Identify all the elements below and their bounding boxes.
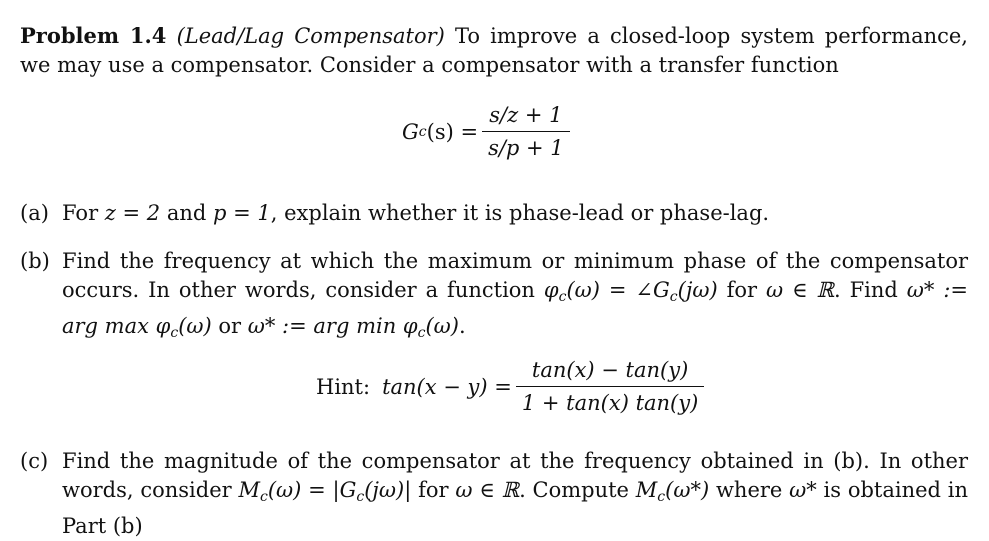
part-c-mc-sub: c: [657, 489, 666, 505]
problem-topic: (Lead/Lag Compensator): [176, 24, 445, 48]
part-b-wstar-max-arg: (ω): [178, 314, 212, 338]
part-a-text-1: For: [62, 201, 105, 225]
part-b-g-arg: (jω): [677, 278, 718, 302]
part-a-text-2: and: [160, 201, 213, 225]
problem-number: Problem 1.4: [20, 23, 167, 48]
part-c-w: ω*: [789, 478, 817, 502]
part-c-label: (c): [20, 449, 49, 473]
part-c-text-5: is obtained in Part (b): [62, 478, 969, 538]
part-b-text-2: for: [717, 278, 766, 302]
eq1-fraction: [482, 102, 570, 161]
part-b-g-sub: c: [669, 289, 678, 305]
part-b-domain: ω ∈ ℝ: [765, 278, 834, 302]
hint-equation: [316, 357, 708, 416]
part-b-wstar-max-sub: c: [170, 325, 179, 341]
part-b-wstar-min: ω* := arg min φ: [247, 314, 418, 338]
hint-numerator: tan(x) − tan(y): [516, 357, 704, 387]
part-c-m-arg: (ω) = |G: [267, 478, 357, 502]
part-c-mc: M: [635, 478, 658, 502]
part-b-label: (b): [20, 249, 50, 273]
eq1-numerator: s/z + 1: [482, 102, 570, 132]
part-c-mg-sub: c: [356, 489, 365, 505]
part-c-text-1: Find the magnitude of the compensator at the frequency obtained in (b). In other words, consider: [62, 449, 968, 502]
part-c: [20, 447, 968, 541]
part-c-m-sub: c: [259, 489, 268, 505]
part-b-phi: φ: [543, 278, 559, 302]
hint-lhs: tan(x − y) =: [382, 374, 512, 399]
part-c-domain: ω ∈ ℝ: [455, 478, 520, 502]
part-b-wstar-min-arg: (ω): [425, 314, 459, 338]
part-c-text-2: for: [411, 478, 456, 502]
part-a: [20, 199, 968, 228]
part-c-text-3: . Compute: [519, 478, 636, 502]
transfer-function-equation: [402, 102, 574, 161]
hint-denominator: 1 + tan(x) tan(y): [521, 391, 699, 415]
part-b-wstar-min-sub: c: [417, 325, 426, 341]
part-b-text-1: Find the frequency at which the maximum or minimum phase of the compensator occurs. In other words, consider a function: [62, 249, 968, 302]
part-b-wstar-max: ω* := arg max φ: [62, 278, 968, 338]
part-b-phi-arg: (ω) = ∠G: [566, 278, 670, 302]
part-b-text-5: .: [458, 314, 466, 338]
hint-fraction: [516, 357, 704, 416]
part-b-phi-sub: c: [558, 289, 567, 305]
eq1-lhs-arg: (s) =: [426, 119, 479, 144]
problem-intro-text: To improve a closed-loop system performance, we may use a compensator. Consider a compensator with a transfer function: [20, 24, 968, 77]
part-a-math-1: z = 2: [104, 201, 161, 225]
part-a-math-2: p = 1: [213, 201, 271, 225]
part-a-text-3: , explain whether it is phase-lead or phase-lag.: [270, 201, 770, 225]
eq1-denominator: s/p + 1: [488, 136, 564, 160]
eq1-lhs-sub: c: [418, 123, 427, 140]
part-b: [20, 247, 968, 348]
eq1-lhs: G: [402, 119, 419, 144]
part-c-mg-arg: (jω)|: [364, 478, 412, 502]
part-c-m: M: [238, 478, 260, 502]
hint-label: Hint:: [316, 374, 371, 399]
part-b-text-4: or: [211, 314, 248, 338]
problem-intro: [20, 21, 968, 80]
part-b-text-3: . Find: [833, 278, 907, 302]
part-c-mc-arg: (ω*): [665, 478, 710, 502]
part-a-label: (a): [20, 201, 49, 225]
part-c-text-4: where: [709, 478, 790, 502]
